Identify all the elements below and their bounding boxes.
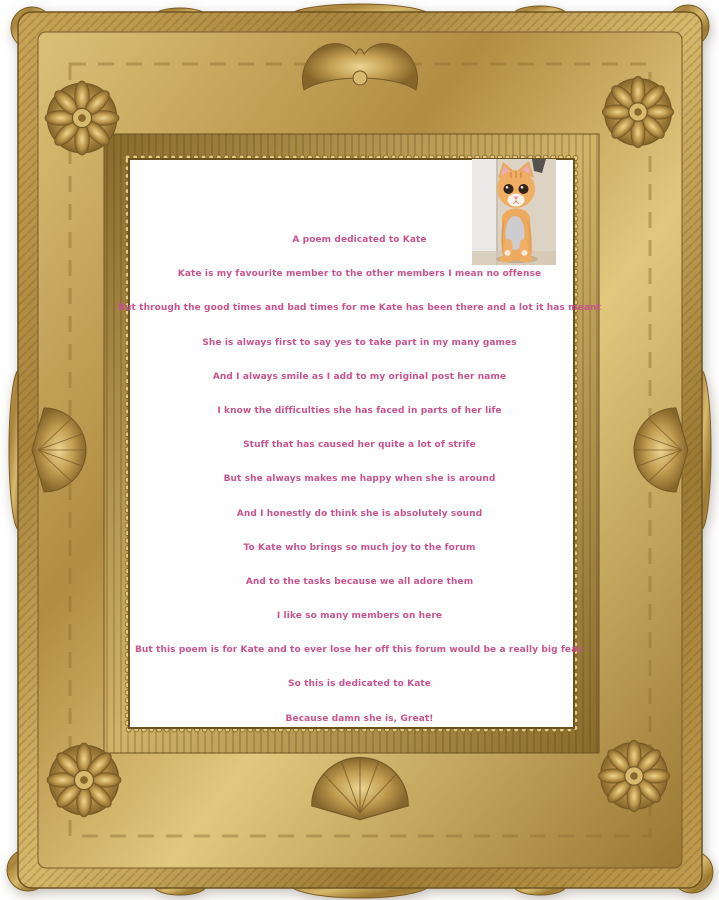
poem-line: Because damn she is, Great! [285,713,434,724]
corner-rosette-ornament [602,76,673,147]
poem-line: Stuff that has caused her quite a lot of strife [243,440,476,451]
poem-line: Kate is my favourite member to the other members I mean no offense [177,269,542,280]
poem-title-line: A poem dedicated to Kate [292,235,427,245]
poem-line: And to the tasks because we all adore them [245,576,474,587]
poem-line: But she always makes me happy when she is around [223,474,496,485]
corner-rosette-ornament [598,740,669,811]
top-crest-ornament [302,43,417,90]
poem-line: I like so many members on here [276,611,443,622]
poem-line: So this is dedicated to Kate [288,679,431,690]
poem-text [108,223,611,736]
poem-line: And I honestly do think she is absolutely sound [236,508,483,519]
corner-rosette-ornament [47,743,121,817]
poem-line: And I always smile as I add to my original post her name [212,371,507,382]
poem-line: I know the difficulties she has faced in parts of her life [217,405,502,416]
poem-line: But through the good times and bad times for me Kate has been there and a lot it has meant [118,303,601,314]
poem-line: But this poem is for Kate and to ever lose her off this forum would be a really big fear. [134,645,585,656]
corner-rosette-ornament [45,81,119,155]
poem-line: She is always first to say yes to take part in my many games [202,337,517,348]
poem-line: To Kate who brings so much joy to the forum [243,542,476,553]
